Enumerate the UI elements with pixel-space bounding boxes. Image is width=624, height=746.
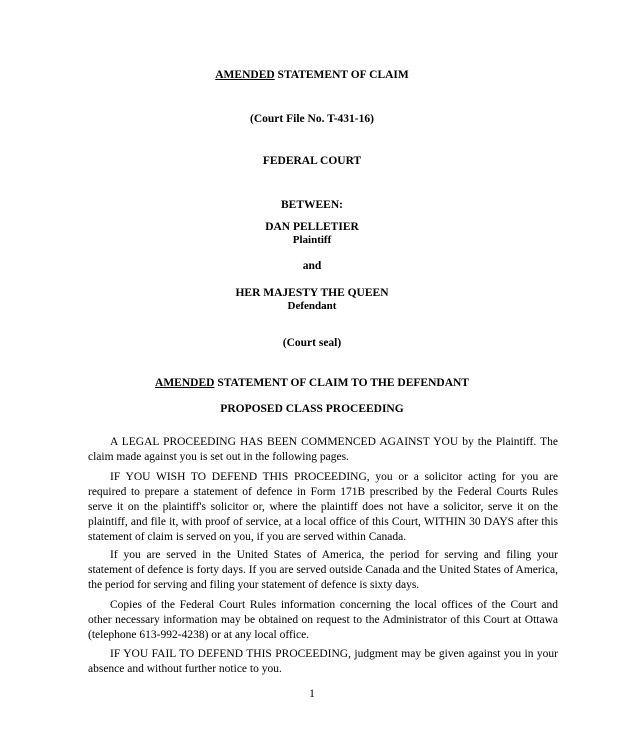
paragraph-1: A LEGAL PROCEEDING HAS BEEN COMMENCED AGAINST YOU by the Plaintiff. The claim made against you is set out in the following pages. xyxy=(88,436,558,463)
paragraph-3: If you are served in the United States of America, the period for serving and filing your statement of defence is forty days. If you are served outside Canada and the United States of America, the period for serving and filing your statement of defence is sixty days. xyxy=(88,549,558,591)
court-seal: (Court seal) xyxy=(282,337,342,349)
heading-rest: STATEMENT OF CLAIM TO THE DEFENDANT xyxy=(214,377,469,389)
court-name: FEDERAL COURT xyxy=(262,155,362,167)
title-amended: AMENDED xyxy=(215,69,275,81)
section-heading xyxy=(0,376,624,390)
defendant-name: HER MAJESTY THE QUEEN xyxy=(235,287,389,299)
plaintiff-role: Plaintiff xyxy=(292,234,332,246)
heading-amended: AMENDED xyxy=(155,377,215,389)
between-label: BETWEEN: xyxy=(281,199,343,211)
court-file-number: (Court File No. T-431-16) xyxy=(250,113,374,125)
plaintiff-name: DAN PELLETIER xyxy=(265,221,359,233)
paragraph-5: IF YOU FAIL TO DEFEND THIS PROCEEDING, judgment may be given against you in your absence and without further notice to you. xyxy=(88,648,558,675)
defendant-role: Defendant xyxy=(287,300,337,312)
proposed-class-heading: PROPOSED CLASS PROCEEDING xyxy=(220,403,404,415)
document-title xyxy=(0,68,624,82)
and-label: and xyxy=(302,260,322,272)
page-number: 1 xyxy=(309,688,315,700)
paragraph-4: Copies of the Federal Court Rules information concerning the local offices of the Court and other necessary information may be obtained on request to the Administrator of this Court at Ottawa (telephone 613-992-4238) or at any local office. xyxy=(88,599,558,641)
title-rest: STATEMENT OF CLAIM xyxy=(274,69,409,81)
paragraph-2: IF YOU WISH TO DEFEND THIS PROCEEDING, you or a solicitor acting for you are required to prepare a statement of defence in Form 171B prescribed by the Federal Courts Rules serve it on the plaintiff's solicitor or, where the plaintiff does not have a solicitor, serve it on the plaintiff, and file it, with proof of service, at a local office of this Court, WITHIN 30 DAYS after this statement of claim is served on you, if you are served within Canada. xyxy=(88,471,558,543)
